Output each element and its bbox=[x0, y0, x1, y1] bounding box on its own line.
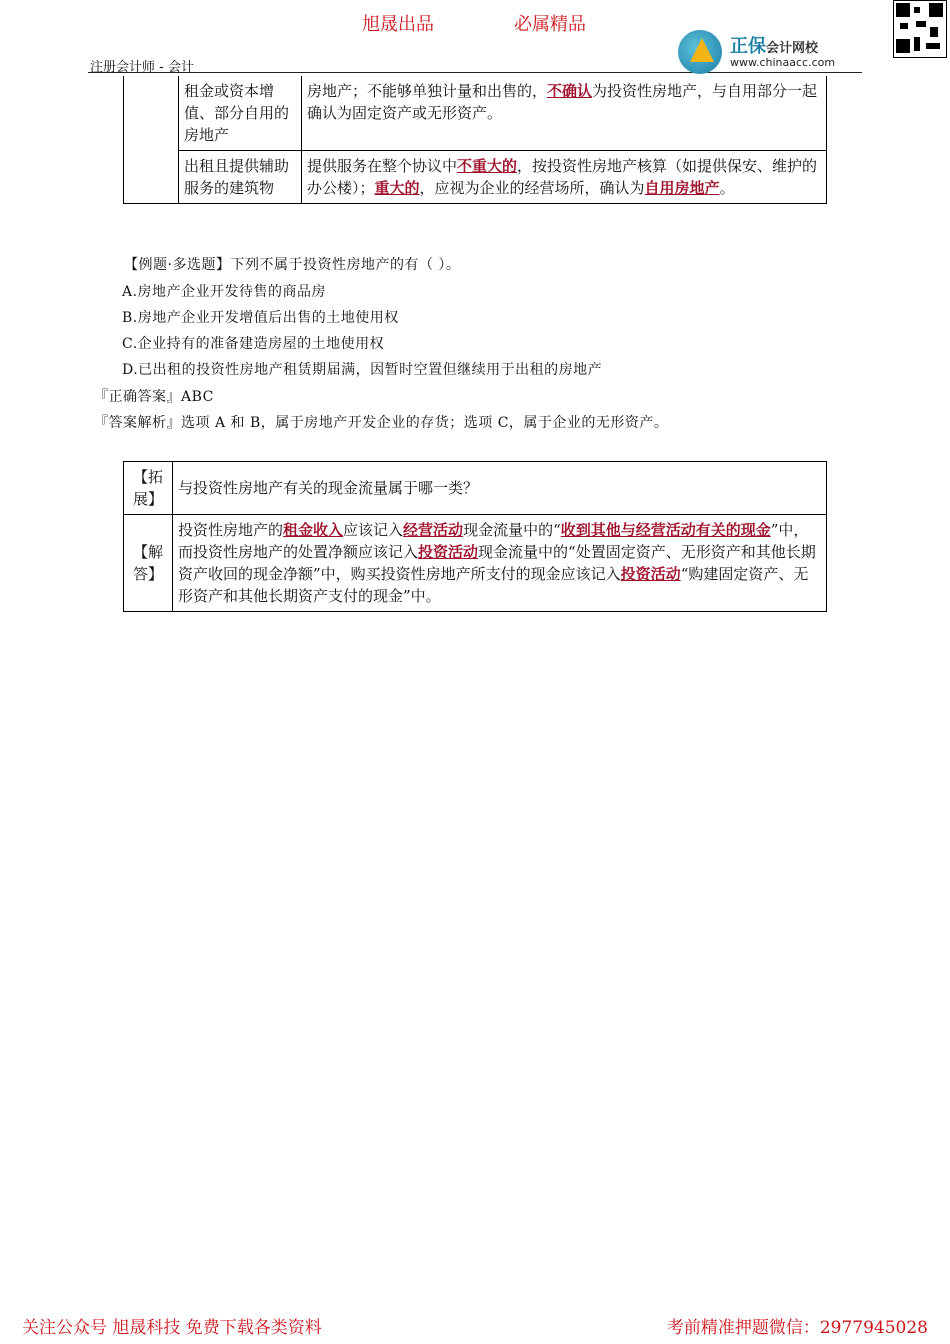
table-row bbox=[124, 515, 827, 612]
row-label: 出租且提供辅助服务的建筑物 bbox=[179, 151, 302, 204]
answer-content: 投资性房地产的租金收入应该记入经营活动现金流量中的“收到其他与经营活动有关的现金”中，而投资性房地产的处置净额应该记入投资活动现金流量中的“处置固定资产、无形资产和其他长期资产收回的现金净额”中，购买投资性房地产所支付的现金应该记入投资活动“购建固定资产、无形资产和其他长期资产支付的现金”中。 bbox=[173, 515, 827, 612]
brand-left: 旭晟出品 bbox=[362, 14, 434, 35]
footer-right: 考前精准押题微信：2977945028 bbox=[666, 1318, 928, 1338]
subject-title: 注册会计师 - 会计 bbox=[90, 60, 194, 75]
option-c: C.企业持有的准备建造房屋的土地使用权 bbox=[122, 336, 385, 352]
answer-analysis: 『答案解析』选项 A 和 B，属于房地产开发企业的存货；选项 C，属于企业的无形资产。 bbox=[94, 415, 669, 431]
top-table bbox=[123, 76, 827, 204]
chinaacc-logo-icon bbox=[678, 30, 722, 74]
qr-code-icon bbox=[893, 0, 947, 58]
correct-answer: 『正确答案』ABC bbox=[94, 389, 214, 405]
answer-label: 【解答】 bbox=[124, 515, 173, 612]
table-row bbox=[124, 76, 827, 151]
row-content: 提供服务在整个协议中不重大的，按投资性房地产核算（如提供保安、维护的办公楼）；重大的，应视为企业的经营场所，确认为自用房地产。 bbox=[302, 151, 827, 204]
brand-right: 必属精品 bbox=[514, 14, 586, 35]
question-stem: 【例题·多选题】下列不属于投资性房地产的有（ ）。 bbox=[124, 257, 461, 273]
option-a: A.房地产企业开发待售的商品房 bbox=[122, 284, 327, 300]
logo-cn: 正保 bbox=[730, 36, 766, 57]
option-b: B.房地产企业开发增值后出售的土地使用权 bbox=[122, 310, 399, 326]
logo-cn-sub: 会计网校 bbox=[766, 41, 819, 56]
logo-url: www.chinaacc.com bbox=[730, 56, 836, 69]
table-row bbox=[124, 462, 827, 515]
row-content: 房地产；不能够单独计量和出售的，不确认为投资性房地产，与自用部分一起确认为固定资产或无形资产。 bbox=[302, 76, 827, 151]
chinaacc-logo bbox=[678, 30, 868, 74]
table-row bbox=[124, 151, 827, 204]
extend-label: 【拓展】 bbox=[124, 462, 173, 515]
footer-left: 关注公众号 旭晟科技 免费下载各类资料 bbox=[22, 1318, 322, 1338]
extend-question: 与投资性房地产有关的现金流量属于哪一类？ bbox=[173, 462, 827, 515]
option-d: D.已出租的投资性房地产租赁期届满，因暂时空置但继续用于出租的房地产 bbox=[122, 362, 603, 378]
empty-cell bbox=[124, 76, 179, 204]
row-label: 租金或资本增值、部分自用的房地产 bbox=[179, 76, 302, 151]
extend-table bbox=[123, 461, 827, 612]
